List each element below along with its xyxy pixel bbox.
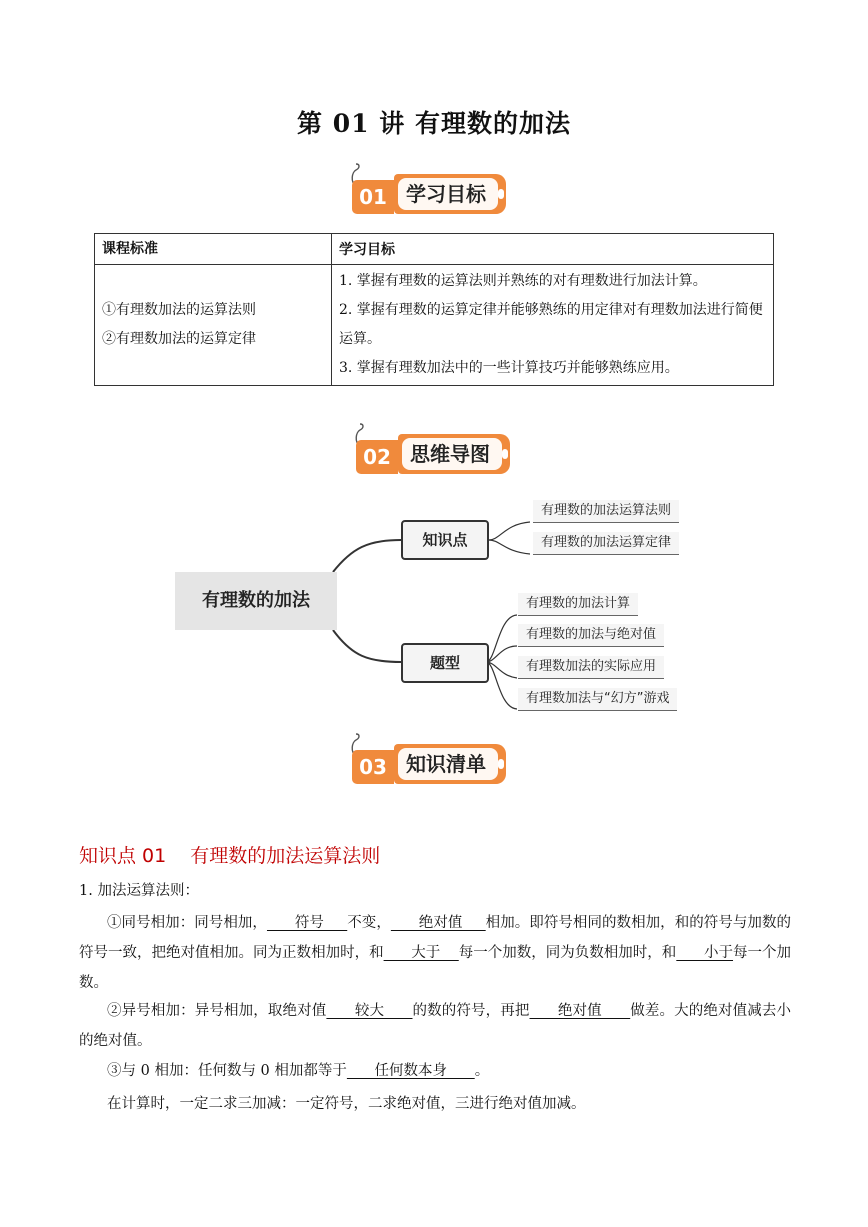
text: 的数的符号，再把 [412, 1003, 530, 1019]
header-standard: 课程标准 [95, 234, 332, 265]
text: 相加。即符号相同的数相加，和的符号与加数的符号一致，把绝对值相加。同为正数相加时，和 [79, 915, 792, 961]
rule-opposite-sign [79, 996, 791, 1056]
blank-answer: 较大 [326, 1003, 413, 1019]
rule-add-zero [79, 1056, 791, 1086]
section-label: 思维导图 [402, 438, 502, 470]
knowledge-point-number: 知识点 01 [79, 845, 167, 867]
mindmap-leaf: 有理数加法的实际应用 [518, 656, 664, 679]
section-number: 03 [352, 750, 394, 784]
section-label: 知识清单 [398, 748, 498, 780]
mindmap-leaf: 有理数加法与“幻方”游戏 [518, 688, 677, 711]
rule-same-sign [79, 908, 791, 998]
knowledge-point-name: 有理数的加法运算法则 [190, 845, 381, 867]
section-label-pill [394, 744, 506, 784]
blank-answer: 大于 [383, 945, 459, 961]
knowledge-point-heading [79, 841, 380, 868]
header-goal: 学习目标 [332, 234, 774, 265]
text: ③与 0 相加：任何数与 0 相加都等于 [107, 1063, 347, 1079]
mindmap-leaf: 有理数的加法运算法则 [533, 500, 679, 523]
mindmap-leaf: 有理数的加法计算 [518, 593, 638, 616]
section-badge-knowledge-list [348, 738, 512, 784]
mindmap-root: 有理数的加法 [175, 572, 337, 630]
blank-answer: 绝对值 [529, 1003, 631, 1019]
standard-item: ①有理数加法的运算法则 [102, 302, 256, 318]
blank-answer: 符号 [266, 915, 348, 931]
mindmap-node-types: 题型 [401, 643, 489, 683]
page-title: 第 01 讲 有理数的加法 [297, 109, 571, 138]
blank-answer: 小于 [676, 945, 734, 961]
goal-item: 3. 掌握有理数加法中的一些计算技巧并能够熟练应用。 [339, 360, 679, 376]
section-label: 学习目标 [398, 178, 498, 210]
section-number: 02 [356, 440, 398, 474]
mindmap-leaf: 有理数的加法与绝对值 [518, 624, 664, 647]
text: ②异号相加：异号相加，取绝对值 [107, 1003, 327, 1019]
mindmap-node-knowledge: 知识点 [401, 520, 489, 560]
blank-answer: 绝对值 [390, 915, 486, 931]
goal-item: 1. 掌握有理数的运算法则并熟练的对有理数进行加法计算。 [339, 273, 707, 289]
rule-heading: 1. 加法运算法则： [79, 883, 199, 899]
text: 每一个加数，同为负数相加时，和 [458, 945, 677, 961]
mindmap-leaf: 有理数的加法运算定律 [533, 532, 679, 555]
text: 做差。大的绝对值减去小的绝对值。 [79, 1003, 792, 1049]
text: 。 [474, 1063, 490, 1079]
blank-answer: 任何数本身 [346, 1063, 475, 1079]
text: ①同号相加：同号相加， [107, 915, 267, 931]
text: 每一个加数。 [79, 945, 792, 991]
standard-item: ②有理数加法的运算定律 [102, 331, 256, 347]
calculation-tip: 在计算时，一定二求三加减：一定符号，二求绝对值，三进行绝对值加减。 [107, 1096, 586, 1112]
goal-item: 2. 掌握有理数的运算定律并能够熟练的用定律对有理数加法进行简便运算。 [339, 302, 763, 347]
pill-dot [498, 759, 504, 769]
text: 不变， [347, 915, 391, 931]
section-number: 01 [352, 180, 394, 214]
